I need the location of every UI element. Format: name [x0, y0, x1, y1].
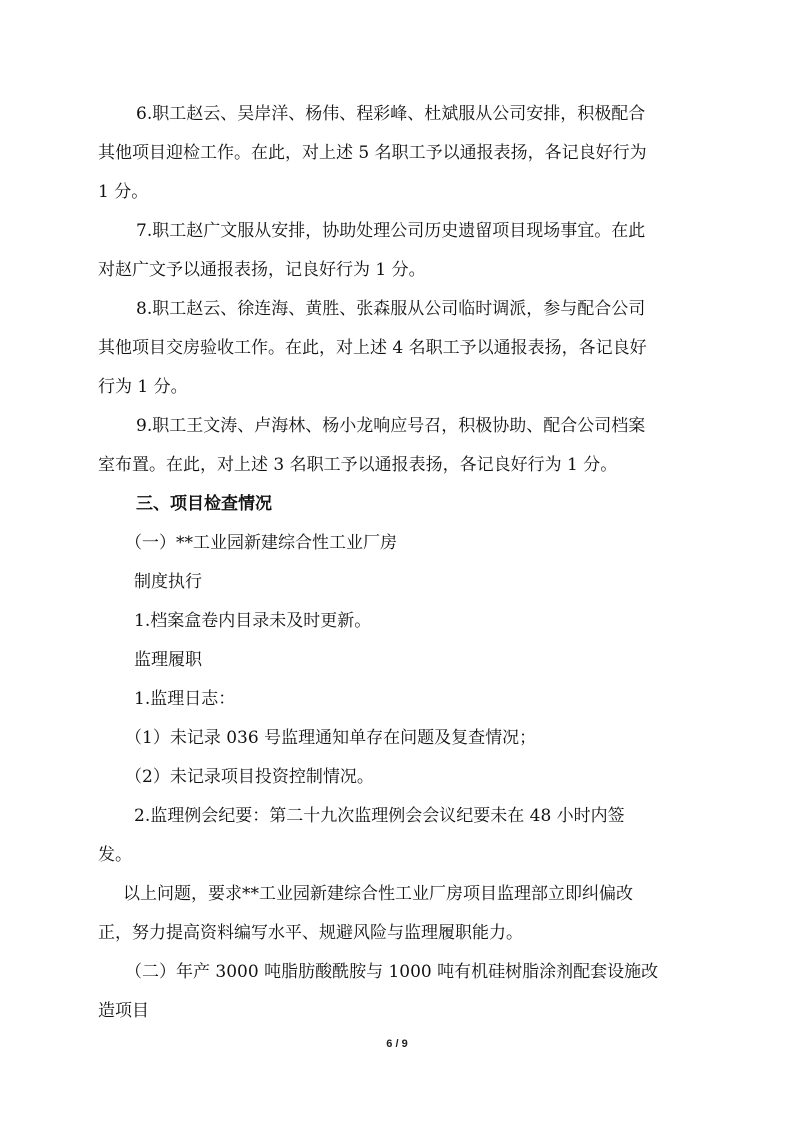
- paragraph-item-6-line-1: 6.职工赵云、吴岸洋、杨伟、程彩峰、杜斌服从公司安排，积极配合: [136, 104, 646, 124]
- subsection-heading-fatty-acid-project-line-1: （二）年产 3000 吨脂肪酸酰胺与 1000 吨有机硅树脂涂剂配套设施改: [125, 962, 659, 982]
- paragraph-item-7-line-2: 对赵广文予以通报表扬，记良好行为 1 分。: [98, 260, 426, 280]
- category-heading-supervision-duty: 监理履职: [134, 650, 202, 670]
- subsection-heading-industrial-park: （一）**工业园新建综合性工业厂房: [125, 533, 397, 553]
- subsection-heading-fatty-acid-project-line-2: 造项目: [98, 1001, 149, 1021]
- paragraph-item-9-line-1: 9.职工王文涛、卢海林、杨小龙响应号召，积极协助、配合公司档案: [136, 416, 646, 436]
- category-heading-system-execution: 制度执行: [134, 572, 202, 592]
- paragraph-item-8-line-3: 行为 1 分。: [98, 377, 188, 397]
- supervision-item-1-heading: 1.监理日志：: [134, 689, 236, 709]
- remediation-paragraph-line-1: 以上问题，要求**工业园新建综合性工业厂房项目监理部立即纠偏改: [123, 884, 633, 904]
- paragraph-item-8-line-2: 其他项目交房验收工作。在此，对上述 4 名职工予以通报表扬，各记良好: [98, 338, 647, 358]
- paragraph-item-6-line-2: 其他项目迎检工作。在此，对上述 5 名职工予以通报表扬，各记良好行为: [98, 143, 647, 163]
- supervision-item-1-subitem-2: （2）未记录项目投资控制情况。: [125, 767, 374, 787]
- page-number: 6 / 9: [386, 1038, 408, 1050]
- section-heading-project-inspection: 三、项目检查情况: [136, 494, 272, 514]
- paragraph-item-9-line-2: 室布置。在此，对上述 3 名职工予以通报表扬，各记良好行为 1 分。: [98, 455, 618, 475]
- remediation-paragraph-line-2: 正，努力提高资料编写水平、规避风险与监理履职能力。: [98, 923, 523, 943]
- supervision-item-2-line-1: 2.监理例会纪要：第二十九次监理例会会议纪要未在 48 小时内签: [134, 806, 625, 826]
- paragraph-item-7-line-1: 7.职工赵广文服从安排，协助处理公司历史遗留项目现场事宜。在此: [136, 221, 646, 241]
- supervision-item-2-line-2: 发。: [98, 845, 132, 865]
- paragraph-item-6-line-3: 1 分。: [98, 182, 149, 202]
- system-execution-item-1: 1.档案盒卷内目录未及时更新。: [134, 611, 372, 631]
- paragraph-item-8-line-1: 8.职工赵云、徐连海、黄胜、张森服从公司临时调派，参与配合公司: [136, 299, 646, 319]
- supervision-item-1-subitem-1: （1）未记录 036 号监理通知单存在问题及复查情况；: [125, 728, 537, 748]
